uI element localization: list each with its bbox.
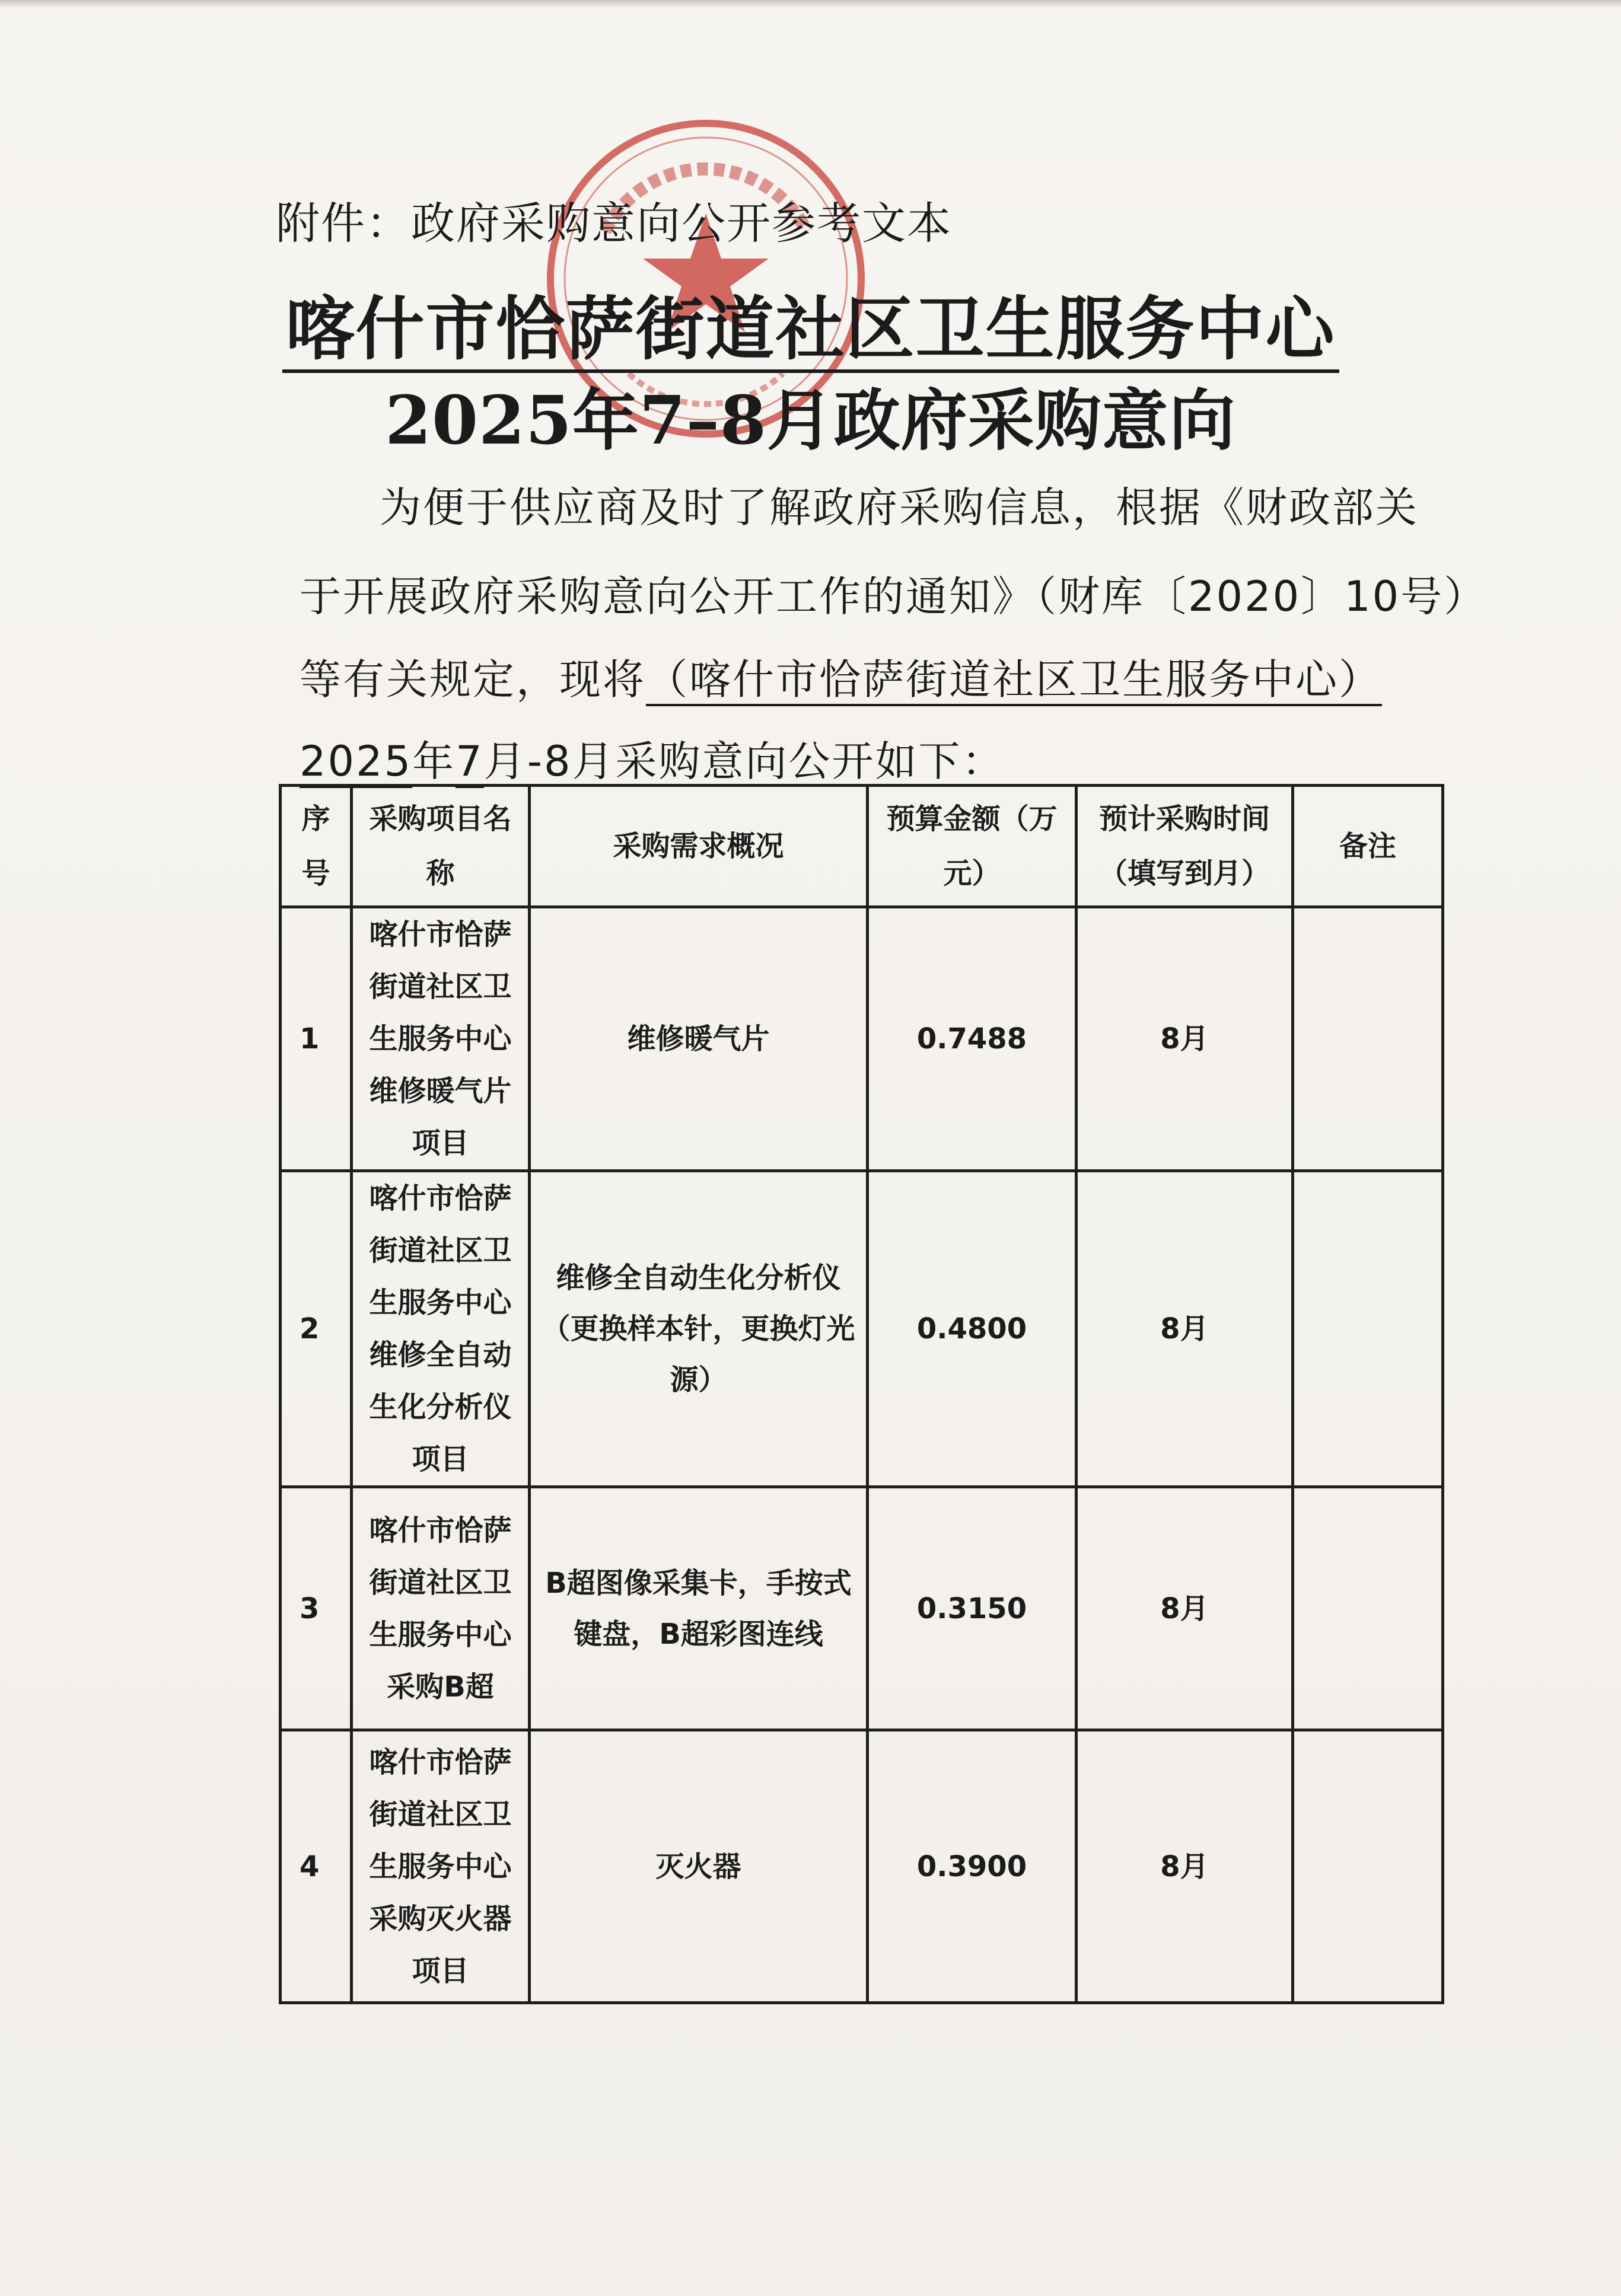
row-remark — [1293, 907, 1443, 1171]
row-remark — [1293, 1171, 1443, 1487]
header-summary: 采购需求概况 — [530, 786, 868, 907]
row-summary: 维修暖气片 — [530, 907, 868, 1171]
table-row — [281, 1171, 1443, 1487]
row-time: 8月 — [1077, 1487, 1293, 1730]
intro-line-3-prefix: 等有关规定，现将 — [300, 655, 646, 704]
document-title — [0, 274, 1621, 373]
row-seq: 3 — [281, 1487, 352, 1730]
row-remark — [1293, 1487, 1443, 1730]
row-time: 8月 — [1077, 1730, 1293, 2003]
header-seq: 序号 — [281, 786, 352, 907]
row-project-name: 喀什市恰萨街道社区卫生服务中心采购B超 — [352, 1487, 530, 1730]
intro-line-2: 于开展政府采购意向公开工作的通知》（财库〔2020〕10号） — [300, 572, 1488, 621]
row-summary: 维修全自动生化分析仪（更换样本针，更换灯光源） — [530, 1171, 868, 1487]
header-time: 预计采购时间（填写到月） — [1077, 786, 1293, 907]
header-project-name: 采购项目名称 — [352, 786, 530, 907]
scan-edge-shadow — [0, 0, 1621, 8]
table-header-row — [281, 786, 1443, 907]
document-subtitle: 2025年7–8月政府采购意向 — [385, 382, 1236, 460]
intro-year: 2025 — [300, 737, 412, 788]
intro-line-4-text: 月-8月采购意向公开如下： — [483, 737, 1005, 786]
row-budget: 0.3150 — [868, 1487, 1077, 1730]
row-summary: B超图像采集卡，手按式键盘，B超彩图连线 — [530, 1487, 868, 1730]
attachment-label: 附件：政府采购意向公开参考文本 — [276, 198, 952, 249]
title-line-1: 喀什市恰萨街道社区卫生服务中心 — [282, 289, 1339, 373]
intro-year-suffix: 年 — [412, 737, 456, 786]
intro-line-1: 为便于供应商及时了解政府采购信息，根据《财政部关 — [380, 483, 1419, 532]
table-row — [281, 907, 1443, 1171]
header-remark: 备注 — [1293, 786, 1443, 907]
row-seq: 4 — [281, 1730, 352, 2003]
row-summary: 灭火器 — [530, 1730, 868, 2003]
row-project-name: 喀什市恰萨街道社区卫生服务中心维修全自动生化分析仪项目 — [352, 1171, 530, 1487]
intro-org-name: （喀什市恰萨街道社区卫生服务中心） — [646, 655, 1382, 706]
row-remark — [1293, 1730, 1443, 2003]
row-budget: 0.3900 — [868, 1730, 1077, 2003]
row-time: 8月 — [1077, 1171, 1293, 1487]
intro-month: 7 — [456, 737, 484, 788]
procurement-table — [279, 784, 1444, 2004]
intro-line-3 — [300, 646, 1426, 706]
intro-line-4 — [300, 728, 1426, 788]
row-seq: 2 — [281, 1171, 352, 1487]
header-budget: 预算金额（万元） — [868, 786, 1077, 907]
table-row — [281, 1487, 1443, 1730]
row-budget: 0.7488 — [868, 907, 1077, 1171]
row-budget: 0.4800 — [868, 1171, 1077, 1487]
row-project-name: 喀什市恰萨街道社区卫生服务中心采购灭火器项目 — [352, 1730, 530, 2003]
row-seq: 1 — [281, 907, 352, 1171]
row-time: 8月 — [1077, 907, 1293, 1171]
table-row — [281, 1730, 1443, 2003]
row-project-name: 喀什市恰萨街道社区卫生服务中心维修暖气片项目 — [352, 907, 530, 1171]
